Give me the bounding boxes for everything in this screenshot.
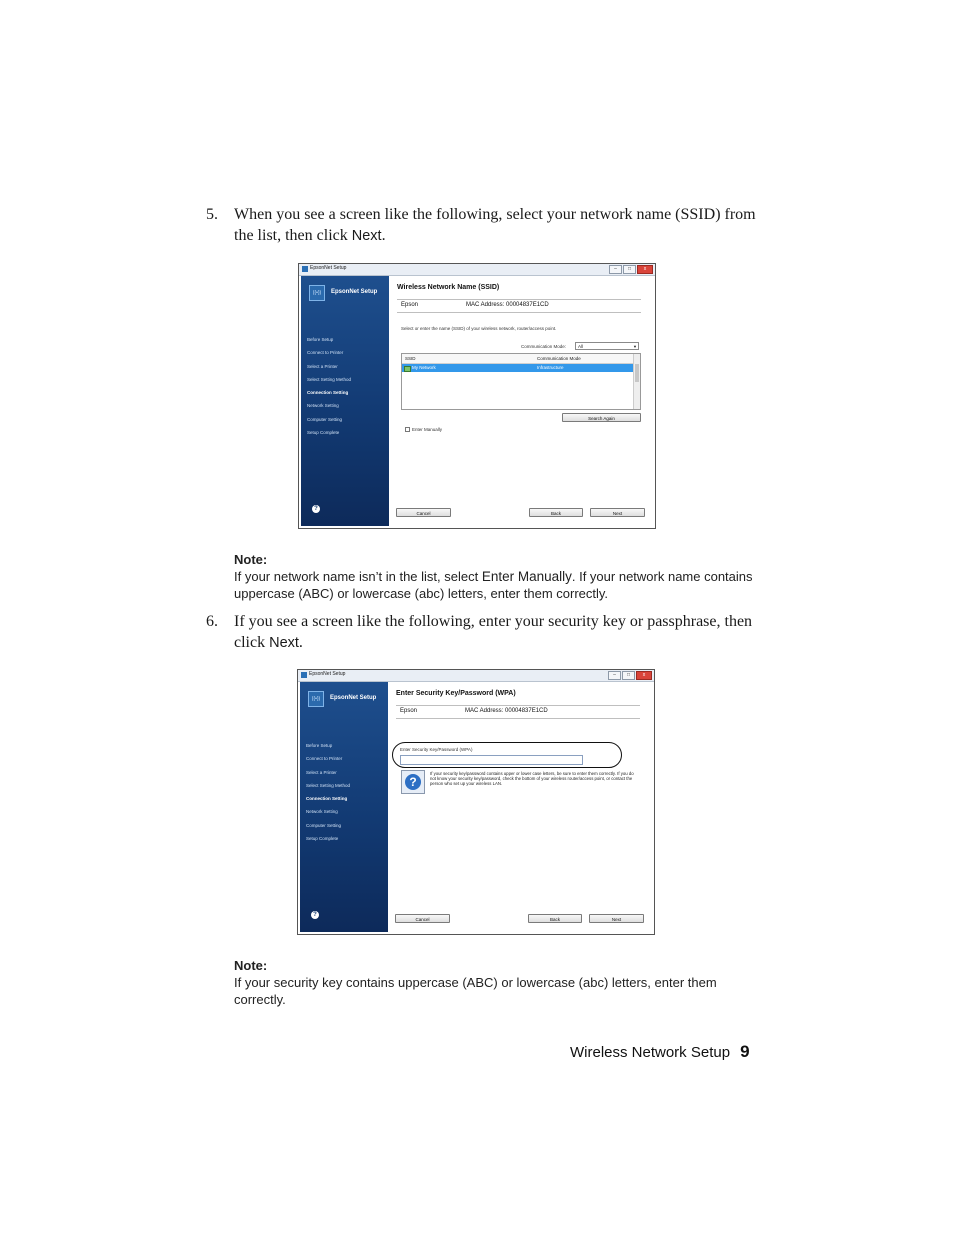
network-icon — [404, 366, 411, 372]
step-text: When you see a screen like the following, select your network name (SSID) from the list, then click Next. — [234, 206, 756, 244]
comm-mode-value: All — [578, 344, 584, 349]
sidebar-step: Select a Printer — [307, 363, 338, 369]
maximize-button[interactable]: □ — [623, 265, 636, 274]
wireless-icon: ((•)) — [309, 285, 325, 301]
sidebar-step: Select Setting Method — [306, 782, 351, 788]
sidebar-step: Network Setting — [306, 809, 338, 815]
step-number: 5. — [206, 206, 218, 223]
mac-address: MAC Address: 00004837E1CD — [466, 302, 549, 308]
sidebar-step-active: Connection Setting — [306, 796, 348, 802]
cancel-button[interactable]: Cancel — [395, 914, 450, 923]
help-icon[interactable]: ? — [312, 505, 320, 513]
enter-manually-checkbox[interactable] — [405, 427, 410, 432]
setup-sidebar — [301, 276, 389, 526]
note-heading: Note: — [234, 958, 268, 973]
sidebar-step: Connect to Printer — [306, 756, 343, 762]
close-button[interactable]: x — [637, 265, 653, 274]
security-key-screenshot — [297, 669, 655, 935]
next-button[interactable]: Next — [590, 508, 645, 517]
brand-name: EpsonNet Setup — [330, 695, 377, 701]
note-1: Note: If your network name isn’t in the list, select Enter Manually. If your network name contains uppercase (ABC) or lowercase (abc) letters, enter them correctly. — [234, 551, 764, 602]
sidebar-step: Network Setting — [307, 403, 339, 409]
step-number: 6. — [206, 613, 218, 630]
highlight-circle — [392, 742, 622, 768]
printer-info — [400, 708, 548, 714]
scroll-thumb[interactable] — [635, 364, 639, 382]
brand-name: EpsonNet Setup — [331, 289, 378, 295]
printer-info — [401, 302, 549, 308]
app-icon — [301, 672, 307, 678]
divider — [396, 718, 640, 719]
window-controls — [607, 671, 652, 679]
sidebar-step: Select a Printer — [306, 769, 337, 775]
step-text: If you see a screen like the following, enter your security key or passphrase, then click Next. — [234, 613, 753, 651]
chevron-down-icon: ▼ — [633, 344, 637, 349]
sidebar-step: Before Setup — [307, 337, 334, 342]
sidebar-step: Setup Complete — [306, 836, 339, 842]
window-title: EpsonNet Setup — [309, 671, 346, 677]
section-title: Wireless Network Setup — [570, 1044, 731, 1061]
back-button[interactable]: Back — [528, 914, 582, 923]
search-again-button[interactable]: Search Again — [562, 413, 641, 422]
ssid-list[interactable] — [401, 353, 641, 410]
note-heading: Note: — [234, 552, 268, 567]
sidebar-step: Connect to Printer — [307, 350, 344, 356]
step-list — [307, 337, 351, 443]
col-ssid: SSID — [405, 356, 416, 361]
maximize-button[interactable]: □ — [622, 671, 635, 680]
setup-sidebar — [300, 682, 388, 932]
title-bar — [298, 670, 654, 682]
title-bar — [299, 264, 655, 276]
question-icon: ? — [401, 770, 425, 794]
page-title: Enter Security Key/Password (WPA) — [396, 690, 516, 697]
next-keyword: Next — [269, 635, 299, 651]
app-icon — [302, 266, 308, 272]
divider — [397, 312, 641, 313]
instruction-text: Select or enter the name (SSID) of your wireless network, router/access point. — [401, 326, 557, 331]
help-icon[interactable]: ? — [311, 911, 319, 919]
window-controls — [608, 265, 653, 273]
divider — [396, 705, 640, 706]
back-button[interactable]: Back — [529, 508, 583, 517]
page-footer — [570, 1042, 772, 1062]
next-button[interactable]: Next — [589, 914, 644, 923]
page-title: Wireless Network Name (SSID) — [397, 284, 500, 291]
ssid-screenshot — [298, 263, 656, 529]
close-button[interactable]: x — [636, 671, 652, 680]
hint-text: If your security key/password contains upper or lower case letters, be sure to enter them correctly. If you do not know your security key/password, check the bottom of your wireless router/access point, or contact the person who set up your wireless LAN. — [430, 771, 634, 786]
wireless-icon: ((•)) — [308, 691, 324, 707]
main-panel — [388, 682, 654, 934]
enter-manually-keyword: Enter Manually — [481, 569, 572, 584]
comm-mode-select[interactable] — [575, 342, 639, 350]
mac-address: MAC Address: 00004837E1CD — [465, 708, 548, 714]
col-comm-mode: Communication Mode — [537, 356, 581, 361]
list-header — [402, 354, 635, 364]
window-title: EpsonNet Setup — [310, 265, 347, 271]
list-scrollbar[interactable] — [633, 354, 640, 409]
page-number: 9 — [740, 1042, 750, 1061]
comm-mode-label: Communication Mode: — [521, 344, 567, 349]
step-list — [306, 743, 350, 849]
sidebar-step: Before Setup — [306, 743, 333, 748]
printer-name: Epson — [401, 302, 419, 308]
note-2: Note: If your security key contains uppercase (ABC) or lowercase (abc) letters, enter them correctly. — [234, 957, 764, 1008]
row-ssid: My Network — [412, 365, 436, 370]
enter-manually-label: Enter Manually — [412, 427, 443, 432]
sidebar-step: Computer Setting — [306, 822, 342, 828]
next-keyword: Next — [351, 228, 382, 244]
minimize-button[interactable]: – — [609, 265, 622, 274]
sidebar-step: Select Setting Method — [307, 376, 352, 382]
ssid-row-selected[interactable] — [402, 364, 634, 372]
sidebar-step: Computer Setting — [307, 416, 343, 422]
sidebar-step: Setup Complete — [307, 430, 340, 436]
cancel-button[interactable]: Cancel — [396, 508, 451, 517]
minimize-button[interactable]: – — [608, 671, 621, 680]
divider — [397, 299, 641, 300]
main-panel — [389, 276, 655, 528]
sidebar-step-active: Connection Setting — [307, 390, 349, 396]
printer-name: Epson — [400, 708, 418, 714]
key-label: Enter Security Key/Password (WPA) — [400, 747, 473, 752]
row-comm-mode: Infrastructure — [537, 365, 564, 370]
